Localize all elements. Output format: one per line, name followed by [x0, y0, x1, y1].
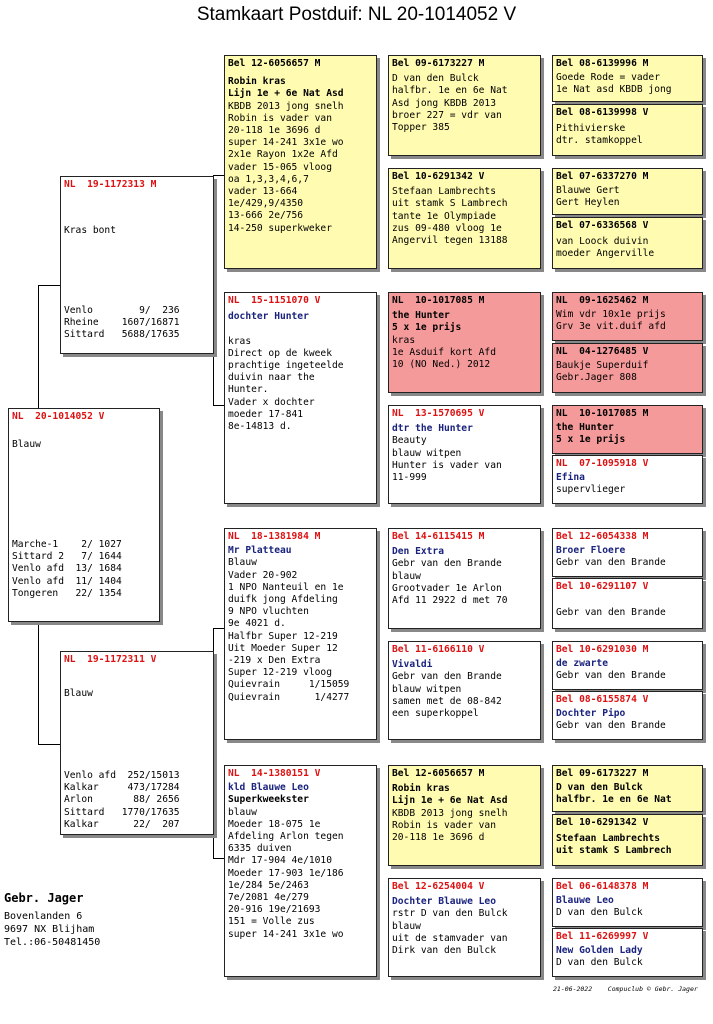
- owner-address: Bovenlanden 6: [4, 911, 83, 922]
- bird-name: Blauwe Gert: [556, 185, 620, 197]
- pedigree-g6: [552, 343, 703, 393]
- note: Quievrain 1/4277: [228, 691, 350, 703]
- note: Lijn 1e + 6e Nat Asd: [392, 795, 508, 807]
- note: 5 x 1e prijs: [556, 434, 626, 446]
- bird-name: kld Blauwe Leo: [228, 782, 309, 794]
- bird-name: de zwarte: [556, 658, 608, 670]
- bird-name: Robin kras: [228, 76, 286, 88]
- ring-number: Bel 12-6056657 M: [228, 58, 321, 69]
- note: 2x1e Rayon 1x2e Afd: [228, 149, 338, 161]
- note: Angervil tegen 13188: [392, 235, 508, 247]
- pedigree-g11: [552, 641, 703, 690]
- bird-name: Stefaan Lambrechts: [392, 186, 496, 198]
- note: vader 15-065 vloog: [228, 161, 332, 173]
- ring-number: NL 19-1172311 V: [64, 654, 157, 665]
- note: 10 (NO Ned.) 2012: [392, 359, 491, 371]
- pedigree-father: [60, 176, 214, 354]
- note: 151 = Volle zus: [228, 916, 315, 928]
- pedigree-g8: [552, 455, 703, 504]
- bird-name: the Hunter: [392, 310, 450, 322]
- note: prachtige ingeteelde: [228, 360, 344, 371]
- color: Blauw: [12, 439, 41, 451]
- connector: [38, 744, 61, 745]
- ring-number: Bel 10-6291342 V: [392, 171, 485, 182]
- result: Rheine 1607/16871: [64, 317, 180, 329]
- pedigree-ff: [224, 55, 377, 269]
- result: Venlo 9/ 236: [64, 305, 180, 316]
- ring-number: Bel 08-6139996 M: [556, 58, 649, 69]
- ring-number: Bel 12-6254004 V: [392, 881, 485, 892]
- ring-number: NL 09-1625462 M: [556, 295, 649, 306]
- bird-name: Dochter Blauwe Leo: [392, 896, 496, 908]
- note: Blauw: [228, 557, 257, 569]
- note: Gebr.Jager 808: [556, 372, 637, 384]
- ring-number: NL 14-1380151 V: [228, 768, 321, 779]
- pedigree-g12: [552, 691, 703, 740]
- ring-number: Bel 09-6173227 M: [392, 58, 485, 69]
- note: uit de stamvader van: [392, 932, 508, 944]
- bird-name: Stefaan Lambrechts: [556, 833, 660, 845]
- result: Kalkar 22/ 207: [64, 818, 180, 830]
- note: kras: [392, 334, 416, 346]
- note: 9 NPO vluchten: [228, 606, 309, 618]
- note: Direct op de kweek: [228, 347, 332, 359]
- note: duivin naar the: [228, 372, 315, 384]
- note: Gebr van den Brande: [556, 720, 666, 732]
- note: Gebr van den Brande: [392, 558, 502, 570]
- note: Hunter.: [228, 384, 269, 396]
- ring-number: Bel 14-6115415 M: [392, 531, 485, 542]
- note: 9e 4021 d.: [228, 618, 286, 630]
- pedigree-g13: [552, 765, 703, 812]
- pedigree-fff: [388, 55, 541, 156]
- owner-phone: Tel.:06-50481450: [4, 937, 101, 948]
- pedigree-g14: [552, 814, 703, 866]
- note: Super 12-219 vloog: [228, 667, 332, 679]
- pedigree-g7: [552, 405, 703, 454]
- bird-name: Baukje Superduif: [556, 360, 649, 372]
- bird-name: D van den Bulck: [392, 73, 479, 85]
- note: blauw: [392, 570, 421, 582]
- note: blauw witpen: [392, 683, 462, 695]
- ring-number: Bel 06-6148378 M: [556, 881, 649, 892]
- note: -219 x Den Extra: [228, 655, 321, 667]
- footer-credit: 21-06-2022 Compuclub © Gebr. Jager: [553, 985, 698, 993]
- note: 1e Asduif kort Afd: [392, 346, 496, 358]
- note: Quievrain 1/15059: [228, 679, 350, 691]
- pedigree-g4: [552, 217, 703, 269]
- pedigree-g16: [552, 928, 703, 977]
- result: Venlo afd 13/ 1684: [12, 563, 122, 575]
- ring-number: Bel 11-6269997 V: [556, 931, 649, 942]
- result: Arlon 88/ 2656: [64, 794, 180, 806]
- pedigree-g5: [552, 292, 703, 341]
- ring-number: NL 15-1151070 V: [228, 295, 321, 306]
- ring-number: Bel 07-6337270 M: [556, 171, 649, 182]
- owner-name: Gebr. Jager: [4, 891, 84, 905]
- bird-name: dochter Hunter: [228, 311, 309, 323]
- page-title: Stamkaart Postduif: NL 20-1014052 V: [196, 4, 517, 25]
- note: 8e-14813 d.: [228, 421, 292, 433]
- note: Vader 20-902: [228, 569, 298, 581]
- pedigree-mm: [224, 765, 377, 977]
- color: Kras bont: [64, 225, 116, 237]
- note: moeder Angerville: [556, 248, 655, 260]
- pedigree-mmm: [388, 878, 541, 977]
- result: Venlo afd 252/15013: [64, 770, 180, 781]
- note: 13-666 2e/756: [228, 210, 304, 222]
- result: Sittard 2 7/ 1644: [12, 551, 122, 563]
- note: Asd jong KBDB 2013: [392, 97, 496, 109]
- bird-name: Efina: [556, 472, 585, 484]
- result: Tongeren 22/ 1354: [12, 587, 122, 599]
- note: rstr D van den Bulck: [392, 908, 508, 920]
- note: uit stamk S Lambrech: [392, 198, 508, 210]
- bird-name: Pithivierske: [556, 123, 626, 135]
- note: Grootvader 1e Arlon: [392, 582, 502, 594]
- note: Afdeling Arlon tegen: [228, 831, 344, 843]
- bird-name: Wim vdr 10x1e prijs: [556, 309, 666, 321]
- pedigree-g1: [552, 55, 703, 102]
- note: 7e/2081 4e/279: [228, 892, 309, 904]
- note: blauw: [228, 806, 257, 818]
- result: Marche-1 2/ 1027: [12, 539, 122, 550]
- result: Sittard 1770/17635: [64, 806, 180, 818]
- note: Grv 3e vit.duif afd: [556, 321, 666, 333]
- note: Gert Heylen: [556, 197, 620, 209]
- ring-number: Bel 11-6166110 V: [392, 644, 485, 655]
- note: Robin is vader van: [392, 819, 496, 831]
- note: 1e Nat asd KBDB jong: [556, 84, 672, 96]
- note: super 14-241 3x1e wo: [228, 137, 344, 149]
- bird-name: Blauwe Leo: [556, 895, 614, 907]
- pedigree-g2: [552, 104, 703, 156]
- ring-number: NL 13-1570695 V: [392, 408, 485, 419]
- note: blauw: [392, 920, 421, 932]
- note: Gebr van den Brande: [556, 607, 666, 619]
- note: 1 NPO Nanteuil en 1e: [228, 581, 344, 593]
- pedigree-mfm: [388, 641, 541, 740]
- ring-number: Bel 08-6139998 V: [556, 107, 649, 118]
- ring-number: Bel 12-6054338 M: [556, 531, 649, 542]
- pedigree-ffm: [388, 168, 541, 269]
- note: Moeder 17-903 1e/186: [228, 867, 344, 879]
- ring-number: NL 10-1017085 M: [392, 295, 485, 306]
- ring-number: NL 19-1172313 M: [64, 179, 157, 190]
- pedigree-mf: [224, 528, 377, 740]
- note: Gebr van den Brande: [556, 670, 666, 682]
- pedigree-g10: [552, 578, 703, 629]
- note: vader 13-664: [228, 186, 298, 198]
- connector: [38, 285, 61, 286]
- bird-name: dtr the Hunter: [392, 423, 473, 435]
- note: 5 x 1e prijs: [392, 322, 462, 334]
- ring-number: Bel 10-6291342 V: [556, 817, 649, 828]
- note: Superkweekster: [228, 794, 309, 806]
- ring-number: NL 20-1014052 V: [12, 411, 105, 422]
- pedigree-mmf: [388, 765, 541, 866]
- ring-number: Bel 08-6155874 V: [556, 694, 649, 705]
- note: broer 227 = vdr van: [392, 109, 502, 121]
- note: 1e/284 5e/2463: [228, 879, 309, 891]
- result: Kalkar 473/17284: [64, 782, 180, 794]
- note: Moeder 18-075 1e: [228, 818, 321, 830]
- note: Gebr van den Brande: [392, 671, 502, 683]
- note: KBDB 2013 jong snelh: [228, 100, 344, 112]
- pedigree-g15: [552, 878, 703, 927]
- note: Hunter is vader van: [392, 459, 502, 471]
- pedigree-mff: [388, 528, 541, 629]
- note: oa 1,3,3,4,6,7: [228, 173, 309, 185]
- pedigree-g3: [552, 168, 703, 215]
- result: Sittard 5688/17635: [64, 329, 180, 341]
- note: Uit Moeder Super 12: [228, 642, 338, 654]
- note: een superkoppel: [392, 708, 479, 720]
- owner-block: [4, 890, 100, 949]
- note: 1e/429,9/4350: [228, 198, 304, 210]
- color: Blauw: [64, 688, 93, 700]
- ring-number: Bel 12-6056657 M: [392, 768, 485, 779]
- note: dtr. stamkoppel: [556, 135, 643, 147]
- note: super 14-241 3x1e wo: [228, 928, 344, 940]
- connector: [38, 285, 39, 409]
- note: moeder 17-841: [228, 408, 304, 420]
- note: zus 09-480 vloog 1e: [392, 222, 502, 234]
- owner-city: 9697 NX Blijham: [4, 924, 95, 935]
- note: 20-118 1e 3696 d: [392, 832, 485, 844]
- note: Topper 385: [392, 122, 450, 134]
- note: 11-999: [392, 472, 427, 484]
- note: 6335 duiven: [228, 843, 292, 855]
- pedigree-fmf: [388, 292, 541, 393]
- pedigree-fmm: [388, 405, 541, 504]
- ring-number: Bel 10-6291030 M: [556, 644, 649, 655]
- pedigree-fm: [224, 292, 377, 504]
- pedigree-g9: [552, 528, 703, 577]
- note: samen met de 08-842: [392, 695, 502, 707]
- note: Dirk van den Bulck: [392, 945, 496, 957]
- note: Afd 11 2922 d met 70: [392, 595, 508, 607]
- note: KBDB 2013 jong snelh: [392, 807, 508, 819]
- note: D van den Bulck: [556, 957, 643, 969]
- bird-name: Vivaldi: [392, 659, 433, 671]
- note: Lijn 1e + 6e Nat Asd: [228, 88, 344, 100]
- note: D van den Bulck: [556, 907, 643, 919]
- note: 20-118 1e 3696 d: [228, 125, 321, 137]
- ring-number: Bel 09-6173227 M: [556, 768, 649, 779]
- pedigree-mother: [60, 651, 214, 835]
- note: Gebr van den Brande: [556, 557, 666, 569]
- note: Vader x dochter: [228, 396, 315, 408]
- pedigree-subject: [8, 408, 160, 622]
- connector: [38, 620, 39, 744]
- note: uit stamk S Lambrech: [556, 845, 672, 857]
- result: Venlo afd 11/ 1404: [12, 575, 122, 587]
- note: Beauty: [392, 435, 427, 447]
- bird-name: Den Extra: [392, 546, 444, 558]
- bird-name: Robin kras: [392, 783, 450, 795]
- note: Mdr 17-904 4e/1010: [228, 855, 332, 867]
- bird-name: New Golden Lady: [556, 945, 643, 957]
- note: supervlieger: [556, 484, 626, 496]
- bird-name: Goede Rode = vader: [556, 72, 660, 84]
- ring-number: NL 07-1095918 V: [556, 458, 649, 469]
- ring-number: NL 10-1017085 M: [556, 408, 649, 419]
- ring-number: NL 04-1276485 V: [556, 346, 649, 357]
- ring-number: NL 18-1381984 M: [228, 531, 321, 542]
- note: halfbr. 1e en 6e Nat: [392, 85, 508, 97]
- note: tante 1e Olympiade: [392, 210, 496, 222]
- ring-number: Bel 07-6336568 V: [556, 220, 649, 231]
- note: duifk jong Afdeling: [228, 594, 338, 606]
- bird-name: Mr Platteau: [228, 545, 292, 557]
- bird-name: Dochter Pipo: [556, 708, 626, 720]
- bird-name: D van den Bulck: [556, 782, 643, 794]
- bird-name: van Loock duivin: [556, 236, 649, 248]
- note: kras: [228, 335, 252, 347]
- note: blauw witpen: [392, 447, 462, 459]
- note: Robin is vader van: [228, 112, 332, 124]
- note: 14-250 superkweker: [228, 222, 332, 234]
- note: 20-916 19e/21693: [228, 904, 321, 916]
- bird-name: the Hunter: [556, 422, 614, 434]
- note: halfbr. 1e en 6e Nat: [556, 794, 672, 806]
- ring-number: Bel 10-6291107 V: [556, 581, 649, 592]
- note: Halfbr Super 12-219: [228, 630, 338, 642]
- bird-name: Broer Floere: [556, 545, 626, 557]
